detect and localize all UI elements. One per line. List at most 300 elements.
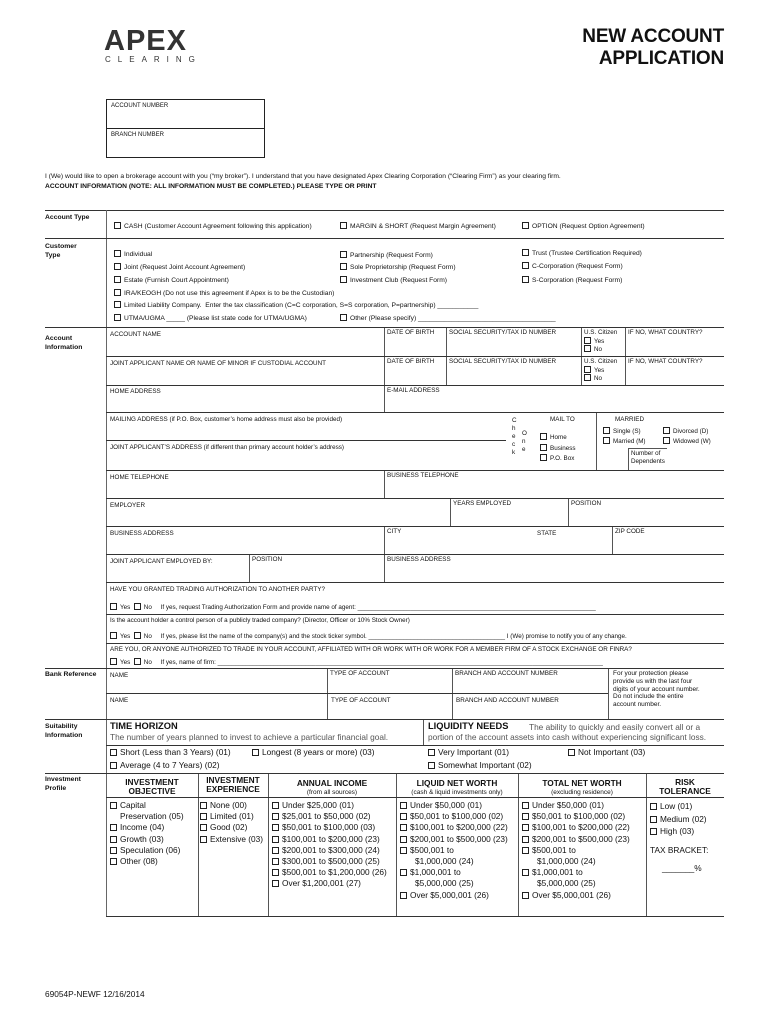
- label: Medium (02): [660, 813, 707, 824]
- ssn-field[interactable]: SOCIAL SECURITY/TAX ID NUMBER: [446, 328, 558, 356]
- checkbox-icon[interactable]: [340, 251, 347, 258]
- affiliation-answer[interactable]: [110, 658, 603, 667]
- business-telephone-field[interactable]: BUSINESS TELEPHONE: [384, 471, 724, 498]
- bank-name-field[interactable]: NAME: [110, 672, 129, 679]
- objective-option[interactable]: [110, 834, 184, 845]
- total-option[interactable]: [522, 834, 630, 845]
- joint-name-field[interactable]: JOINT APPLICANT NAME OR NAME OF MINOR IF CUSTODIAL ACCOUNT: [110, 360, 326, 367]
- account-number-field[interactable]: ACCOUNT NUMBER: [107, 100, 264, 129]
- label: TYPE OF ACCOUNT: [330, 670, 390, 677]
- experience-options: [200, 800, 263, 845]
- note: (Request Option Agreement): [559, 223, 645, 230]
- label: Yes: [594, 366, 605, 374]
- estate-option[interactable]: [114, 276, 229, 285]
- checkbox-icon[interactable]: [110, 632, 117, 639]
- label: Joint: [124, 264, 139, 271]
- note: (Furnish Court Appointment): [144, 277, 229, 284]
- other-option[interactable]: [340, 314, 556, 323]
- label: $500,001 to: [532, 844, 576, 855]
- ira-option[interactable]: [114, 289, 334, 298]
- email-field[interactable]: E-MAIL ADDRESS: [384, 386, 724, 412]
- checkbox-icon[interactable]: [400, 802, 407, 809]
- divider: [45, 719, 724, 720]
- zip-field[interactable]: ZIP CODE: [612, 527, 724, 554]
- dob-field[interactable]: DATE OF BIRTH: [384, 328, 436, 356]
- label: High (03): [660, 826, 695, 836]
- checkbox-icon[interactable]: [428, 762, 435, 769]
- trading-authorization-answer[interactable]: [110, 603, 596, 612]
- label: Capital: [120, 800, 146, 810]
- label: TOTAL NET WORTH: [542, 778, 622, 788]
- checkbox-icon[interactable]: [340, 222, 347, 229]
- total-option-cont: $5,000,000 (25): [537, 878, 596, 889]
- bank-branch-field[interactable]: [452, 669, 560, 719]
- individual-option[interactable]: [114, 250, 152, 259]
- income-option[interactable]: [272, 834, 387, 845]
- note: (Please list state code for UTMA/UGMA): [186, 315, 307, 322]
- label: P.O. Box: [550, 455, 575, 462]
- label: MAILING ADDRESS: [110, 416, 168, 423]
- label: Investment: [45, 776, 81, 783]
- page-title: [424, 26, 724, 70]
- account-name-field[interactable]: ACCOUNT NAME: [110, 331, 161, 338]
- joint-country-field[interactable]: IF NO, WHAT COUNTRY?: [625, 357, 724, 385]
- checkbox-icon[interactable]: [522, 262, 529, 269]
- form-id-footer: 69054P-NEWF 12/16/2014: [45, 989, 145, 999]
- llc-option[interactable]: [114, 301, 478, 310]
- experience-option[interactable]: [200, 800, 263, 811]
- label: Under $50,000 (01): [532, 800, 604, 810]
- divider: [106, 745, 724, 746]
- liquid-option-cont: $5,000,000 (25): [415, 878, 474, 889]
- divider: [45, 210, 724, 211]
- bank-type-field-2[interactable]: TYPE OF ACCOUNT: [331, 697, 391, 704]
- label: $50,001 to $100,000 (02): [532, 811, 626, 822]
- income-option[interactable]: [272, 856, 387, 867]
- label: Information: [45, 343, 83, 351]
- city-field[interactable]: CITY: [384, 527, 403, 554]
- checkbox-icon[interactable]: [663, 427, 670, 434]
- checkbox-icon[interactable]: [110, 749, 117, 756]
- liquidity-heading: LIQUIDITY NEEDS: [428, 721, 509, 731]
- label: U.S. Citizen: [584, 329, 618, 336]
- label: $1,000,001 to: [532, 867, 583, 878]
- label: $200,001 to $500,000 (23): [410, 833, 508, 844]
- checkbox-icon[interactable]: [400, 836, 407, 843]
- married-option[interactable]: [603, 437, 646, 446]
- not-important-option[interactable]: [568, 748, 645, 758]
- note-line: Do not include the entire: [613, 693, 684, 701]
- dependents-field[interactable]: [628, 448, 667, 470]
- checkbox-icon[interactable]: [522, 847, 529, 854]
- label: Profile: [45, 784, 67, 792]
- joint-dob-field[interactable]: DATE OF BIRTH: [384, 357, 436, 385]
- risk-option[interactable]: [650, 825, 708, 838]
- income-header: [268, 779, 396, 797]
- checkbox-icon[interactable]: [110, 802, 117, 809]
- years-employed-field[interactable]: YEARS EMPLOYED: [450, 499, 513, 526]
- label: BRANCH AND ACCOUNT NUMBER: [455, 670, 558, 677]
- checkbox-icon[interactable]: [400, 824, 407, 831]
- experience-option[interactable]: [200, 811, 263, 822]
- checkbox-icon[interactable]: [252, 749, 259, 756]
- cash-option[interactable]: [114, 222, 312, 231]
- note-line: provide us with the last four: [613, 677, 693, 685]
- joint-business-address-field[interactable]: BUSINESS ADDRESS: [384, 555, 724, 582]
- note: (Customer Account Agreement following this application): [144, 223, 312, 230]
- total-option[interactable]: [522, 890, 630, 901]
- divider: [106, 412, 724, 413]
- checkbox-icon[interactable]: [200, 802, 207, 809]
- income-option[interactable]: [272, 845, 387, 856]
- risk-option[interactable]: [650, 813, 708, 826]
- home-address-field[interactable]: HOME ADDRESS: [110, 388, 161, 395]
- checkbox-icon[interactable]: [272, 869, 279, 876]
- label: (excluding residence): [551, 789, 613, 796]
- label: Widowed (W): [673, 438, 711, 445]
- short-horizon-option[interactable]: [110, 748, 231, 758]
- bank-protection-note: [608, 669, 724, 719]
- joint-employer-field[interactable]: JOINT APPLICANT EMPLOYED BY:: [110, 558, 213, 565]
- longest-horizon-option[interactable]: [252, 748, 375, 758]
- total-networth-options: [522, 800, 630, 901]
- label: $200,001 to $500,000 (23): [532, 833, 630, 844]
- note-line: digits of your account number.: [613, 685, 700, 693]
- checkbox-icon[interactable]: [272, 813, 279, 820]
- liquid-option[interactable]: [400, 834, 508, 845]
- checkbox-icon[interactable]: [340, 276, 347, 283]
- divider: [423, 720, 424, 746]
- objective-option-cont: Preservation (05): [120, 811, 184, 822]
- checkbox-icon[interactable]: [603, 427, 610, 434]
- label: None (00): [210, 800, 247, 810]
- objective-header: [106, 778, 198, 796]
- position-field[interactable]: POSITION: [568, 499, 724, 526]
- joint-us-citizen-field[interactable]: [581, 357, 619, 385]
- checkbox-icon[interactable]: [272, 858, 279, 865]
- note: Enter the tax classification (C=C corporation, S=S corporation, P=partnership) ___________: [205, 302, 479, 309]
- liquid-option[interactable]: [400, 845, 508, 856]
- checkbox-icon[interactable]: [584, 366, 591, 373]
- mail-business-option[interactable]: [540, 444, 576, 453]
- mailing-address-field[interactable]: [110, 416, 342, 424]
- mail-pobox-option[interactable]: [540, 454, 574, 463]
- control-person-answer[interactable]: [110, 632, 627, 641]
- checkbox-icon[interactable]: [400, 813, 407, 820]
- section-account-type: Account Type: [45, 214, 90, 221]
- checkbox-icon[interactable]: [114, 276, 121, 283]
- label: Single (S): [613, 428, 641, 435]
- label: Very Important (01): [438, 747, 510, 757]
- somewhat-important-option[interactable]: [428, 761, 532, 771]
- checkbox-icon[interactable]: [200, 813, 207, 820]
- checkbox-icon[interactable]: [522, 222, 529, 229]
- income-options: [272, 800, 387, 890]
- checkbox-icon[interactable]: [603, 437, 610, 444]
- risk-options: [650, 800, 708, 875]
- checkbox-icon[interactable]: [110, 836, 117, 843]
- divider: [106, 797, 724, 798]
- checkbox-icon[interactable]: [114, 314, 121, 321]
- checkbox-icon[interactable]: [428, 749, 435, 756]
- affiliation-question: ARE YOU, OR ANYONE AUTHORIZED TO TRADE IN YOUR ACCOUNT, AFFILIATED WITH OR WORK WITH OR WORK FOR A MEMBER FIRM OF A STOCK EXCHANGE OR FINRA?: [110, 646, 632, 653]
- checkbox-icon[interactable]: [584, 374, 591, 381]
- note: (if different than primary account holder’s address): [203, 444, 345, 451]
- note: (Trustee Certification Required): [548, 250, 642, 257]
- checkbox-icon[interactable]: [134, 603, 141, 610]
- title-line-2: APPLICATION: [598, 48, 724, 69]
- checkbox-icon[interactable]: [522, 802, 529, 809]
- widowed-option[interactable]: [663, 437, 711, 446]
- title-line-1: NEW ACCOUNT: [582, 26, 724, 47]
- checkbox-icon[interactable]: [584, 345, 591, 352]
- trust-option[interactable]: [522, 249, 642, 258]
- checkbox-icon[interactable]: [568, 749, 575, 756]
- checkbox-icon[interactable]: [540, 454, 547, 461]
- checkbox-icon[interactable]: [540, 433, 547, 440]
- label: Sole Proprietorship: [350, 264, 407, 271]
- divorced-option[interactable]: [663, 427, 708, 436]
- joint-ssn-field[interactable]: SOCIAL SECURITY/TAX ID NUMBER: [446, 357, 558, 385]
- checkbox-icon[interactable]: [522, 813, 529, 820]
- liquid-option[interactable]: [400, 822, 508, 833]
- income-option[interactable]: [272, 822, 387, 833]
- label: Longest (8 years or more) (03): [262, 747, 375, 757]
- note: (Request Margin Agreement): [409, 223, 496, 230]
- checkbox-icon[interactable]: [114, 222, 121, 229]
- label: Good (02): [210, 822, 248, 833]
- checkbox-icon[interactable]: [200, 836, 207, 843]
- income-option[interactable]: [272, 867, 387, 878]
- country-field[interactable]: IF NO, WHAT COUNTRY?: [625, 328, 724, 356]
- label: OPTION: [532, 223, 558, 230]
- checkbox-icon[interactable]: [110, 762, 117, 769]
- checkbox-icon[interactable]: [400, 892, 407, 899]
- checkbox-icon[interactable]: [650, 828, 657, 835]
- note: (if P.O. Box, customer’s home address must also be provided): [169, 416, 343, 423]
- checkbox-icon[interactable]: [114, 263, 121, 270]
- label: No: [143, 633, 152, 640]
- income-option[interactable]: [272, 800, 387, 811]
- risk-option[interactable]: [650, 800, 708, 813]
- checkbox-icon[interactable]: [114, 250, 121, 257]
- sole-prop-option[interactable]: [340, 263, 456, 272]
- time-horizon-desc: The number of years planned to invest to achieve a particular financial goal.: [110, 732, 389, 742]
- divider: [106, 643, 724, 644]
- income-option[interactable]: [272, 878, 387, 889]
- checkbox-icon[interactable]: [110, 858, 117, 865]
- mail-home-option[interactable]: [540, 433, 567, 442]
- branch-number-field[interactable]: BRANCH NUMBER: [111, 132, 165, 138]
- label: Information: [45, 731, 83, 739]
- income-option[interactable]: [272, 811, 387, 822]
- checkbox-icon[interactable]: [272, 880, 279, 887]
- checkbox-icon[interactable]: [522, 836, 529, 843]
- checkbox-icon[interactable]: [522, 249, 529, 256]
- label: INVESTMENT: [125, 777, 179, 787]
- checkbox-icon[interactable]: [650, 816, 657, 823]
- liquid-option[interactable]: [400, 867, 508, 878]
- liquid-option[interactable]: [400, 890, 508, 901]
- total-option[interactable]: [522, 845, 630, 856]
- liquid-option[interactable]: [400, 811, 508, 822]
- total-option[interactable]: [522, 811, 630, 822]
- employer-field[interactable]: EMPLOYER: [110, 502, 145, 509]
- bank-name-field-2[interactable]: NAME: [110, 697, 129, 704]
- checkbox-icon[interactable]: [110, 603, 117, 610]
- state-field[interactable]: STATE: [537, 530, 557, 537]
- label: $100,001 to $200,000 (22): [532, 822, 630, 833]
- experience-header: [198, 776, 268, 794]
- label: JOINT APPLICANT’S ADDRESS: [110, 444, 202, 451]
- objective-option[interactable]: [110, 800, 184, 811]
- label: Low (01): [660, 801, 693, 811]
- tax-bracket-label: TAX BRACKET:: [650, 844, 709, 855]
- joint-address-field[interactable]: [110, 444, 344, 452]
- checkbox-icon[interactable]: [522, 869, 529, 876]
- divider: [106, 614, 724, 615]
- label: Somewhat Important (02): [438, 760, 532, 770]
- divider: [106, 582, 724, 583]
- scorp-option[interactable]: [522, 276, 622, 285]
- single-option[interactable]: [603, 427, 641, 436]
- bank-branch-field-2[interactable]: BRANCH AND ACCOUNT NUMBER: [456, 697, 559, 704]
- investment-profile-table: [106, 774, 724, 916]
- ccorp-option[interactable]: [522, 262, 623, 271]
- label: CASH: [124, 223, 143, 230]
- checkbox-icon[interactable]: [340, 314, 347, 321]
- liquid-option[interactable]: [400, 800, 508, 811]
- checkbox-icon[interactable]: [272, 802, 279, 809]
- label: IRA/KEOGH: [124, 290, 162, 297]
- label: Yes: [120, 633, 131, 640]
- label: Limited Liability Company.: [124, 302, 202, 309]
- note: (Request Form): [575, 263, 623, 270]
- note: (Request Form): [386, 252, 433, 259]
- checkbox-icon[interactable]: [272, 836, 279, 843]
- checkbox-icon[interactable]: [522, 276, 529, 283]
- objective-option[interactable]: [110, 856, 184, 867]
- label: Growth (03): [120, 833, 164, 844]
- investment-club-option[interactable]: [340, 276, 447, 285]
- label: Over $5,000,001 (26): [532, 889, 611, 900]
- checkbox-icon[interactable]: [272, 847, 279, 854]
- label: Business: [550, 445, 576, 452]
- liquid-networth-header: [396, 779, 518, 797]
- label: Married (M): [613, 438, 646, 445]
- bank-type-field[interactable]: [327, 669, 391, 719]
- total-option[interactable]: [522, 867, 630, 878]
- checkbox-icon[interactable]: [584, 337, 591, 344]
- checkbox-icon[interactable]: [134, 632, 141, 639]
- logo-sub-text: CLEARING: [105, 55, 202, 64]
- label: No: [594, 346, 603, 354]
- us-citizen-field[interactable]: [581, 328, 619, 356]
- label: RISK: [675, 777, 695, 787]
- experience-option[interactable]: [200, 834, 263, 845]
- average-horizon-option[interactable]: [110, 761, 219, 771]
- time-horizon-heading: TIME HORIZON: [110, 721, 178, 731]
- divider: [198, 774, 199, 916]
- checkbox-icon[interactable]: [114, 289, 121, 296]
- label: Type: [45, 251, 61, 259]
- divider: [106, 693, 608, 694]
- objective-option[interactable]: [110, 822, 184, 833]
- joint-option[interactable]: [114, 263, 245, 272]
- total-option[interactable]: [522, 822, 630, 833]
- label: Trust: [532, 250, 547, 257]
- checkbox-icon[interactable]: [110, 658, 117, 665]
- margin-option[interactable]: [340, 222, 496, 231]
- checkbox-icon[interactable]: [134, 658, 141, 665]
- label: Over $5,000,001 (26): [410, 889, 489, 900]
- liquid-option-cont: $1,000,000 (24): [415, 856, 474, 867]
- checkbox-icon[interactable]: [340, 263, 347, 270]
- tax-bracket-field[interactable]: _______%: [662, 863, 702, 873]
- objective-option[interactable]: [110, 845, 184, 856]
- checkbox-icon[interactable]: [110, 824, 117, 831]
- checkbox-icon[interactable]: [522, 892, 529, 899]
- label: No: [143, 604, 152, 611]
- apex-clearing-logo: [104, 27, 214, 65]
- section-bank-reference: Bank Reference: [45, 671, 97, 678]
- label: $50,001 to $100,000 (03): [282, 822, 376, 833]
- label: TOLERANCE: [659, 786, 711, 796]
- section-suitability: [45, 723, 82, 741]
- label: Partnership: [350, 252, 385, 259]
- very-important-option[interactable]: [428, 748, 509, 758]
- trading-authorization-question: HAVE YOU GRANTED TRADING AUTHORIZATION TO ANOTHER PARTY?: [110, 586, 325, 593]
- note: If yes, request Trading Authorization Form and provide name of agent: ____________________________________________________________________: [160, 604, 596, 611]
- checkbox-icon[interactable]: [114, 301, 121, 308]
- checkbox-icon[interactable]: [400, 847, 407, 854]
- checkbox-icon[interactable]: [200, 824, 207, 831]
- checkbox-icon[interactable]: [110, 847, 117, 854]
- checkbox-icon[interactable]: [663, 437, 670, 444]
- option-option[interactable]: [522, 222, 645, 231]
- home-telephone-field[interactable]: HOME TELEPHONE: [110, 474, 169, 481]
- account-number-box: [106, 99, 265, 158]
- label: (from all sources): [306, 789, 358, 796]
- label: Extensive (03): [210, 833, 264, 844]
- checkbox-icon[interactable]: [540, 444, 547, 451]
- label: Divorced (D): [673, 428, 709, 435]
- checkbox-icon[interactable]: [400, 869, 407, 876]
- liquidity-desc-2: portion of the account assets into cash without experiencing significant loss.: [428, 732, 707, 742]
- checkbox-icon[interactable]: [272, 824, 279, 831]
- divider: [45, 238, 724, 239]
- divider: [596, 413, 597, 470]
- note: If yes, name of firm: ______________________________________________________________________________________________________________: [160, 659, 603, 666]
- note: (Request Joint Account Agreement): [140, 264, 246, 271]
- business-address-field[interactable]: BUSINESS ADDRESS: [110, 530, 174, 537]
- checkbox-icon[interactable]: [650, 803, 657, 810]
- experience-option[interactable]: [200, 822, 263, 833]
- note: (Please specify) _____________________________________: [368, 315, 556, 322]
- total-option[interactable]: [522, 800, 630, 811]
- intro-text: I (We) would like to open a brokerage account with you (“my broker”). I understand that you have designated Apex Clearing Corporation (“Clearing Firm”) as your clearing firm.: [45, 173, 561, 180]
- partnership-option[interactable]: [340, 251, 433, 260]
- control-person-question: Is the account holder a control person of a publicly traded company? (Director, Officer or 10% Stock Owner): [110, 617, 410, 624]
- label: Income (04): [120, 822, 165, 833]
- note-line: For your protection please: [613, 670, 689, 677]
- label: Yes: [120, 659, 131, 666]
- joint-position-field[interactable]: POSITION: [249, 555, 284, 582]
- note: (Request Form): [400, 277, 448, 284]
- checkbox-icon[interactable]: [522, 824, 529, 831]
- utma-option[interactable]: [114, 314, 307, 323]
- label: Short (Less than 3 Years) (01): [120, 747, 231, 757]
